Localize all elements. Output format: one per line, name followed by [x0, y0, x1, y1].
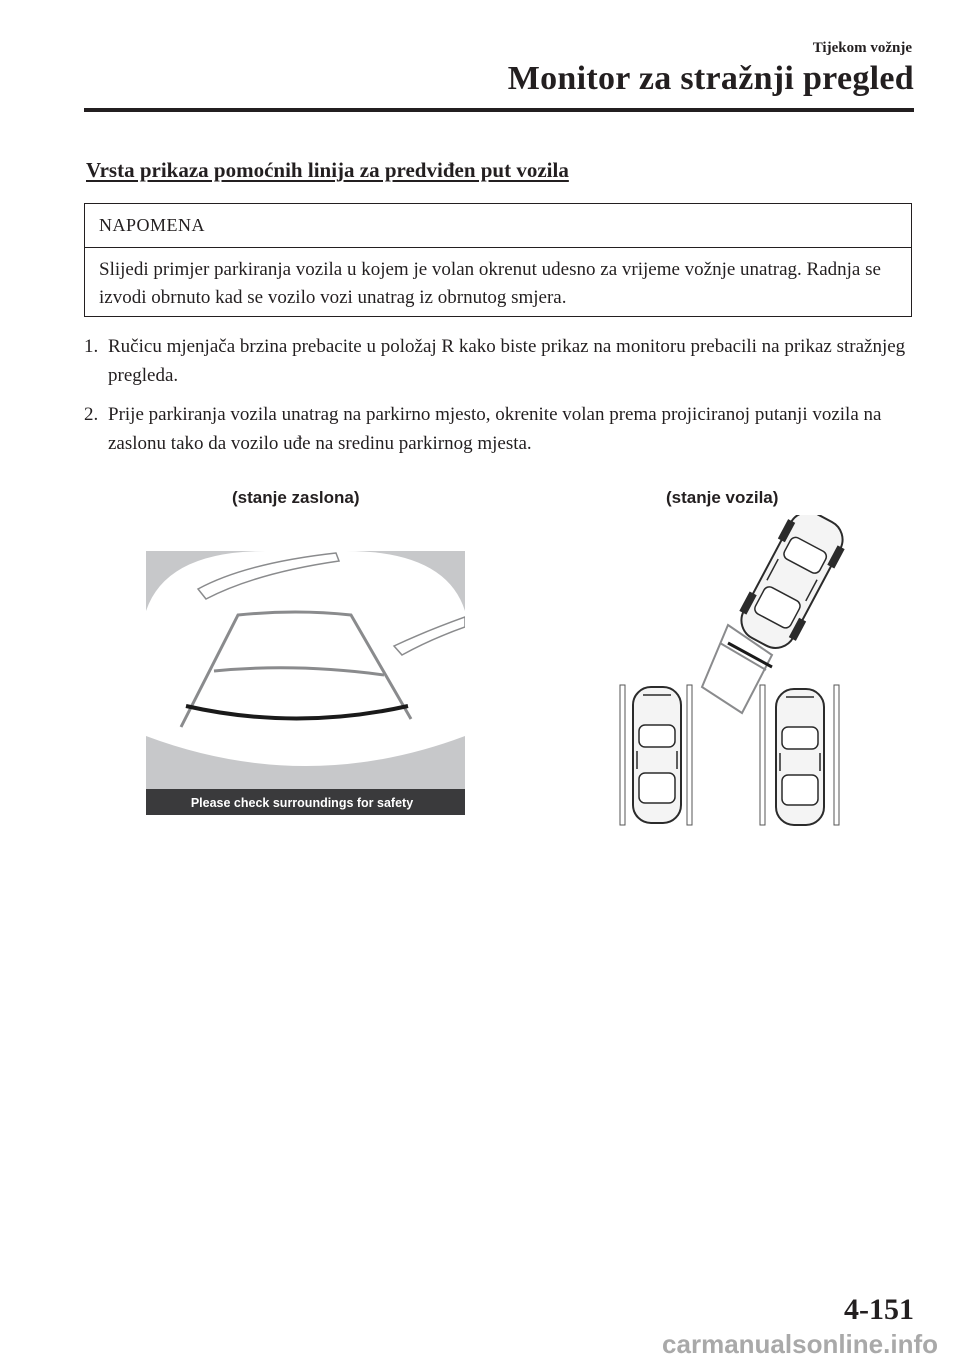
- page-title: Monitor za stražnji pregled: [507, 60, 914, 97]
- slot-line-1: [620, 685, 625, 825]
- camera-view-area: [146, 551, 465, 766]
- vehicle-situation-svg: [600, 515, 850, 830]
- monitor-screen-svg: [146, 551, 465, 815]
- step-number: 1.: [84, 336, 99, 357]
- note-divider: [85, 247, 911, 248]
- step-text: Prije parkiranja vozila unatrag na parkirno mjesto, okrenite volan prema projiciranoj putanji vozila na zaslonu tako da vozilo uđe na sredinu parkirnog mjesta.: [108, 404, 882, 454]
- parked-car-right: [776, 689, 824, 825]
- slot-line-4: [834, 685, 839, 825]
- note-title: NAPOMENA: [99, 215, 206, 235]
- vehicle-situation-illustration: [600, 515, 850, 830]
- note-box: [84, 203, 912, 317]
- note-text: Slijedi primjer parkiranja vozila u kojem je volan okrenut udesno za vrijeme vožnje unatrag. Radnja se izvodi obrnuto kad se vozilo vozi unatrag iz obrnutog smjera.: [99, 259, 881, 308]
- watermark: carmanualsonline.info: [662, 1329, 938, 1359]
- header-section-label: Tijekom vožnje: [812, 40, 912, 56]
- slot-line-3: [760, 685, 765, 825]
- page-number: 4-151: [844, 1293, 914, 1326]
- step-item: [84, 332, 916, 390]
- step-text: Ručicu mjenjača brzina prebacite u položaj R kako biste prikaz na monitoru prebacili na prikaz stražnjeg pregleda.: [108, 336, 906, 386]
- safety-banner-text: Please check surroundings for safety: [190, 796, 414, 810]
- step-item: [84, 400, 916, 458]
- instruction-steps: [84, 332, 916, 468]
- projected-path-near: [728, 643, 772, 667]
- slot-line-2: [687, 685, 692, 825]
- section-subheading: Vrsta prikaza pomoćnih linija za predviđen put vozila: [86, 158, 569, 182]
- step-number: 2.: [84, 404, 99, 425]
- reversing-car: [731, 515, 850, 657]
- monitor-screen-illustration: [146, 551, 465, 815]
- header-divider: [84, 108, 914, 112]
- parked-car-left: [633, 687, 681, 823]
- screen-caption: (stanje zaslona): [232, 488, 360, 507]
- vehicle-caption: (stanje vozila): [666, 488, 779, 507]
